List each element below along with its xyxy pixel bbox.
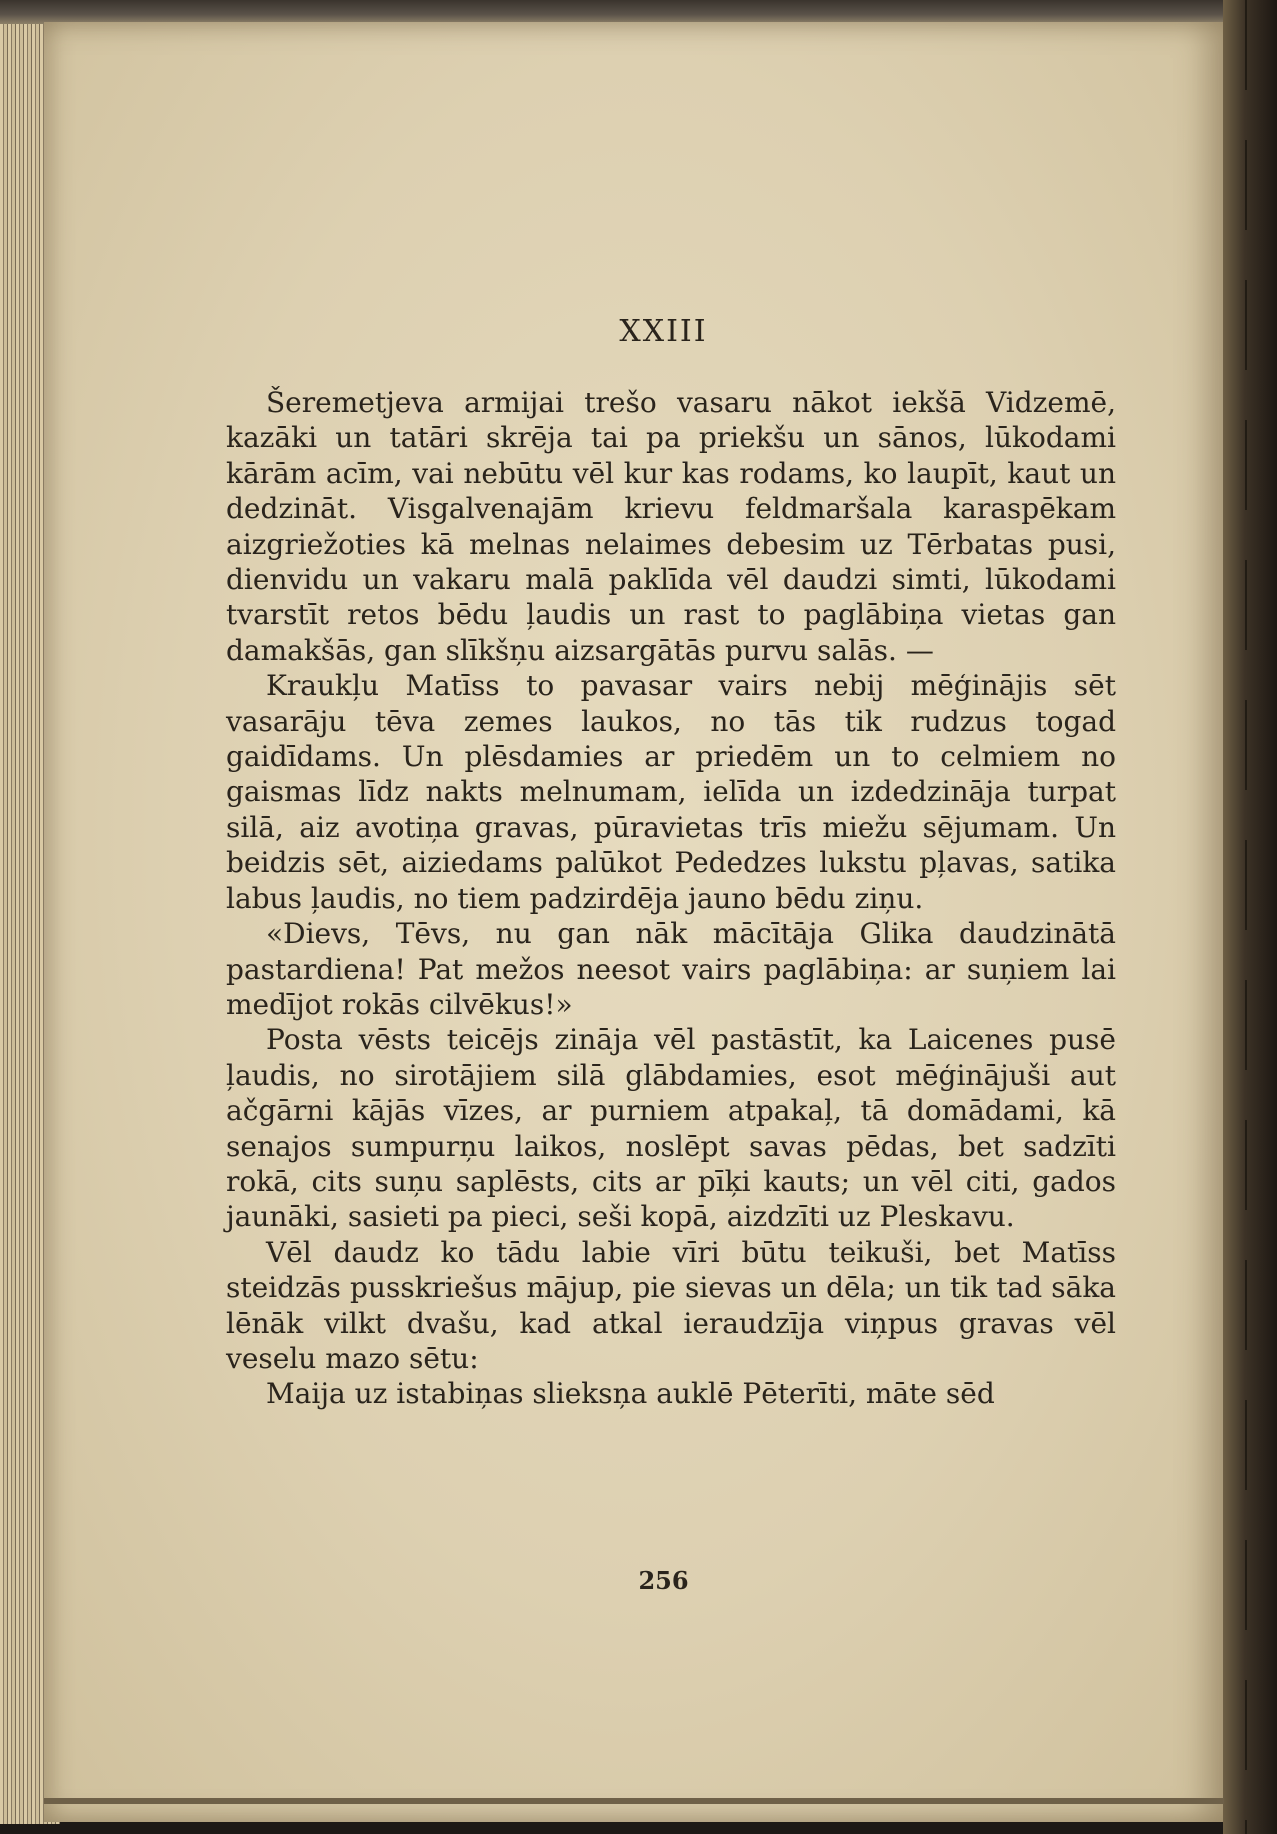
spine-marks: [1245, 0, 1247, 1834]
chapter-heading: XXIII: [619, 314, 708, 349]
book-spine-edge: [1223, 0, 1277, 1834]
book-top-edge: [0, 0, 1277, 24]
body-text: [226, 385, 1116, 1412]
page-number: 256: [638, 1566, 689, 1595]
page-bottom-edge: [44, 1798, 1224, 1804]
paragraph: Kraukļu Matīss to pavasar vairs nebij mēģinājis sēt vasarāju tēva zemes laukos, no tās tik rudzus togad gaidīdams. Un plēsdamies ar priedēm un to celmiem no gaismas līdz nakts melnumam, ielīda un izdedzināja turpat silā, aiz avotiņa gravas, pūravietas trīs miežu sējumam. Un beidzis sēt, aiziedams palūkot Pededzes lukstu pļavas, satika labus ļaudis, no tiem padzirdēja jauno bēdu ziņu.: [226, 669, 1116, 915]
paragraph: Posta vēsts teicējs zināja vēl pastāstīt, ka Laicenes pusē ļaudis, no sirotājiem silā glābdamies, esot mēģinājuši aut ačgārni kājās vīzes, ar purniem atpakaļ, tā domādami, kā senajos sumpurņu laikos, noslēpt savas pēdas, bet sadzīti rokā, cits suņu saplēsts, cits ar pīķi kauts; un vēl citi, gados jaunāki, sasieti pa pieci, seši kopā, aizdzīti uz Pleskavu.: [226, 1023, 1116, 1234]
paragraph: Maija uz istabiņas slieksņa auklē Pēterīti, māte sēd: [266, 1377, 995, 1411]
paragraph: «Dievs, Tēvs, nu gan nāk mācītāja Glika daudzinātā pastardiena! Pat mežos neesot vairs paglābiņa: ar suņiem lai medījot rokās cilvēkus!»: [226, 917, 1116, 1021]
paragraph: Šeremetjeva armijai trešo vasaru nākot iekšā Vidzemē, kazāki un tatāri skrēja tai pa priekšu un sānos, lūkodami kārām acīm, vai nebūtu vēl kur kas rodams, ko laupīt, kaut un dedzināt. Visgalvenajām krievu feldmaršala karaspēkam aizgriežoties kā melnas nelaimes debesim uz Tērbatas pusi, dienvidu un vakaru malā paklīda vēl daudzi simti, lūkodami tvarstīt retos bēdu ļaudis un rast to paglābiņa vietas gan damakšās, gan slīkšņu aizsargātās purvu salās. —: [226, 386, 1116, 667]
paragraph: Vēl daudz ko tādu labie vīri būtu teikuši, bet Matīss steidzās pusskriešus mājup, pie sievas un dēla; un tik tad sāka lēnāk vilkt dvašu, kad atkal ieraudzīja viņpus gravas vēl veselu mazo sētu:: [226, 1235, 1116, 1375]
